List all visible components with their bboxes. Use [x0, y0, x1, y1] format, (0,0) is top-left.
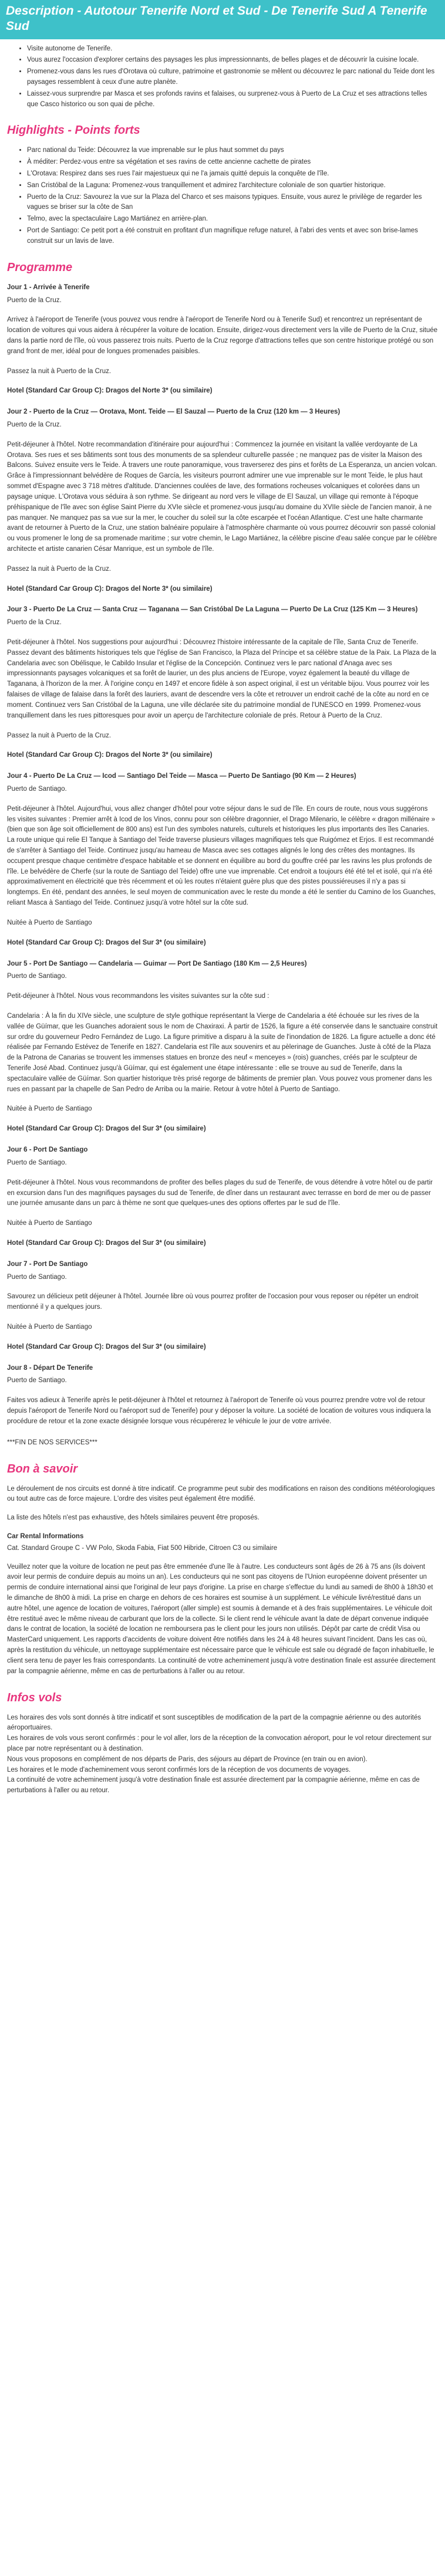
program	[7, 283, 438, 1427]
day-paragraph: Petit-déjeuner à l'hôtel. Nous vous recommandons de profiter des belles plages du sud de Tenerife, de vous détendre à votre hôtel ou de partir en excursion dans l'un des magnifiques paysages du sud de Tenerife, de dîner dans un restaurant avec terrasse en bord de mer ou de passer une journée amusante dans un parc à thème ne sont que quelques-unes des options offertes par le sud de l'île.	[7, 1179, 433, 1207]
day-body	[7, 991, 438, 1115]
day-place: Puerto de la Cruz.	[7, 421, 62, 428]
day-title: Jour 4 - Puerto De La Cruz — Icod — Santiago Del Teide — Masca — Puerto De Santiago (90 Km — 2 Heures)	[7, 773, 356, 780]
car-rental-info: Cat. Standard Groupe C - VW Polo, Skoda Fabia, Fiat 500 Hibride, Citroen C3 ou similaire	[7, 1544, 278, 1552]
program-day	[7, 407, 438, 594]
good-to-know-block	[7, 1484, 438, 1524]
program-day	[7, 605, 438, 761]
day-title: Jour 6 - Port De Santiago	[7, 1146, 88, 1154]
day-title: Jour 3 - Puerto De La Cruz — Santa Cruz — Taganana — San Cristóbal De La Laguna — Puerto De La Cruz (125 Km — 3 Heures)	[7, 606, 418, 614]
day-paragraph: Petit-déjeuner à l'hôtel. Nous vous recommandons les visites suivantes sur la côte sud :	[7, 993, 269, 1000]
car-rental-heading: Car Rental Informations	[7, 1532, 84, 1540]
description-item: • Laissez-vous surprendre par Masca et ses profonds ravins et falaises, ou surprenez-vous à Puerto de La Cruz et ses attractions telles que Casco historico ou son quai de pêche.	[27, 89, 438, 110]
day-paragraph: Savourez un délicieux petit déjeuner à l'hôtel. Journée libre où vous pourrez profiter de l'occasion pour vous reposer ou répéter un endroit mentionné il y a quelques jours.	[7, 1293, 419, 1311]
day-body	[7, 1292, 438, 1332]
day-hotel: Hotel (Standard Car Group C): Dragos del Norte 3* (ou similaire)	[7, 387, 213, 395]
day-paragraph: Petit-déjeuner à l'hôtel. Notre recommandation d'itinéraire pour aujourd'hui : Commencez la journée en visitant la vallée verdoyante de La Orotava. Ses rues et ses bâtiments sont tous des monuments de sa splendeur culturelle passée ; ne manquez pas de visiter la Maison des Balcons. Suivez ensuite vers le Teide. À travers une route panoramique, vous traverserez des pins et forêts de La Esperanza, un ancien volcan. Grâce à l'impressionnant belvédère de Roques de García, les visiteurs pourront admirer une vue imprenable sur le mont Teide, le plus haut sommet d'Espagne avec 3 718 mètres d'altitude. D'anciennes coulées de lave, des formations rocheuses volcaniques et colorées dans un paysage unique. L'Orotava vous séduira à son rythme. Se dirigeant au nord vers le village de El Sauzal, un village qui remonte à l'époque préhispanique de l'île avec son église Saint Pierre du XVIe siècle et promenez-vous jusqu'au domaine du XVIIe siècle de l'ancien manoir, à ne pas manquer. Ne manquez pas sa vue sur la mer, le coucher du soleil sur la côte escarpée et l'océan Atlantique. C'est une halte charmante avant de retourner à Puerto de la Cruz, une station balnéaire populaire à l'atmosphère charmante où vous pourrez découvrir son passé colonial ou vous promener le long de sa promenade maritime ; sur votre chemin, le Lago Martiánez, la célèbre piscine d'eau salée conçue par le célèbre architecte et artiste canarien César Manrique, est un symbole de l'île.	[7, 441, 437, 553]
good-to-know-paragraph: La liste des hôtels n'est pas exhaustive, des hôtels similaires peuvent être proposés.	[7, 1514, 259, 1522]
day-place: Puerto de la Cruz.	[7, 619, 62, 627]
day-paragraph: Nuitée à Puerto de Santiago	[7, 919, 92, 926]
good-to-know-heading: Bon à savoir	[7, 1462, 78, 1475]
description-item: • Promenez-vous dans les rues d'Orotava où culture, patrimoine et gastronomie se mêlent ou découvrez le parc national du Teide dont les paysages ressemblent à ceux d'une autre planète.	[27, 67, 438, 88]
day-hotel: Hotel (Standard Car Group C): Dragos del Norte 3* (ou similaire)	[7, 752, 213, 759]
day-place: Puerto de la Cruz.	[7, 296, 62, 304]
day-title: Jour 8 - Départ De Tenerife	[7, 1364, 93, 1372]
program-day	[7, 1145, 438, 1249]
program-day	[7, 283, 438, 397]
highlight-item: • L'Orotava: Respirez dans ses rues l'air majestueux qui ne l'a jamais quitté depuis la conquête de l'île.	[27, 169, 438, 180]
day-body	[7, 440, 438, 575]
program-day	[7, 959, 438, 1135]
day-title: Jour 1 - Arrivée à Tenerife	[7, 283, 90, 291]
flights-paragraph: Les horaires de vols vous seront confirmés : pour le vol aller, lors de la réception de la convocation aéroport, pour le vol retour directement sur place par notre représentant ou à destination.	[7, 1735, 431, 1752]
car-rental-block	[7, 1532, 438, 1677]
end-services-text: ***FIN DE NOS SERVICES***	[7, 1438, 97, 1446]
day-paragraph: Passez la nuit à Puerto de la Cruz.	[7, 565, 112, 573]
day-body	[7, 804, 438, 929]
day-hotel: Hotel (Standard Car Group C): Dragos del Norte 3* (ou similaire)	[7, 585, 213, 593]
description-item: • Visite autonome de Tenerife.	[27, 44, 438, 55]
program-heading: Programme	[7, 260, 73, 274]
highlights-list	[7, 145, 438, 246]
day-paragraph: Petit-déjeuner à l'hôtel. Aujourd'hui, vous allez changer d'hôtel pour votre séjour dans le sud de l'île. En cours de route, nous vous suggérons les visites suivantes : Premier arrêt à Icod de los Vinos, connu pour son célèbre dragonnier, el Drago Milenario, le célèbre « dragon millénaire » (bien que son âge soit officiellement de 800 ans) est l'un des symboles naturels, culturels et historiques les plus importants des îles Canaries. La route unique qui relie El Tanque à Santiago del Teide traverse plusieurs villages magnifiques tels que Ruigómez et Erjos. Il est recommandé de s'arrêter à Santiago del Teide. Continuez jusqu'au hameau de Masca avec ses cottages alignés le long des crêtes des montagnes. Ils occupent presque chaque centimètre d'espace habitable et se donnent en équilibre au bord du gouffre créé par les ravins les plus profonds de l'île. Le belvédère de Cherfe (sur la route de Santiago del Teide) offre une vue imprenable. Cet endroit a toujours été été tel et isolé, qui n'a été approximativement en électricité que très récemment et où les routes n'étaient guère plus que des pistes poussiéreuses il n'y a pas si longtemps. En été, pendant des années, le seul moyen de communication avec le reste du monde a été le sentier du Camino de los Guanches, reliant Masca à Santiago del Teide. Continuez jusqu'à votre hôtel sur la côte sud.	[7, 805, 436, 907]
content	[0, 44, 445, 1809]
highlights-heading: Highlights - Points forts	[7, 124, 140, 137]
day-place: Puerto de Santiago.	[7, 1377, 67, 1385]
day-hotel: Hotel (Standard Car Group C): Dragos del Sur 3* (ou similaire)	[7, 1125, 206, 1133]
day-title: Jour 7 - Port De Santiago	[7, 1260, 88, 1268]
day-body	[7, 315, 438, 377]
description-item: • Vous aurez l'occasion d'explorer certains des paysages les plus impressionnants, de belles plages et de découvrir la cuisine locale.	[27, 55, 438, 66]
day-body	[7, 1178, 438, 1229]
flights-paragraph: Les horaires et le mode d'acheminement vous seront confirmés lors de la réception de vos documents de voyages.	[7, 1766, 351, 1773]
highlight-item: • Puerto de la Cruz: Savourez la vue sur la Plaza del Charco et ses maisons typiques. Ensuite, vous aurez le privilège de regarder les vagues se briser sur la côte de San	[27, 192, 438, 214]
day-paragraph: Nuitée à Puerto de Santiago	[7, 1323, 92, 1331]
flights-paragraph: La continuité de votre acheminement jusqu'à votre destination finale est assurée directement par la compagnie aérienne, même en cas de perturbations à l'aller ou au retour.	[7, 1776, 420, 1795]
highlight-item: • San Cristóbal de la Laguna: Promenez-vous tranquillement et admirez l'architecture coloniale de son quartier historique.	[27, 181, 438, 191]
day-place: Puerto de Santiago.	[7, 785, 67, 793]
description-list	[7, 44, 438, 110]
day-body	[7, 1396, 438, 1427]
day-hotel: Hotel (Standard Car Group C): Dragos del Sur 3* (ou similaire)	[7, 939, 206, 946]
day-paragraph: Nuitée à Puerto de Santiago	[7, 1105, 92, 1113]
page-title: Description - Autotour Tenerife Nord et Sud - De Tenerife Sud A Tenerife Sud	[0, 0, 445, 39]
program-day	[7, 1363, 438, 1427]
highlight-item: • Telmo, avec la spectaculaire Lago Martiánez en arrière-plan.	[27, 214, 438, 225]
highlight-item: • À méditer: Perdez-vous entre sa végétation et ses ravins de cette ancienne cachette de pirates	[27, 157, 438, 168]
day-paragraph: Passez la nuit à Puerto de la Cruz.	[7, 732, 112, 739]
day-paragraph: Nuitée à Puerto de Santiago	[7, 1220, 92, 1227]
flights-block	[7, 1713, 438, 1797]
highlight-item: • Port de Santiago: Ce petit port a été construit en profitant d'un magnifique refuge naturel, à l'abri des vents et avec son brise-lames construit sur un lavis de lave.	[27, 226, 438, 247]
day-paragraph: Passez la nuit à Puerto de la Cruz.	[7, 367, 112, 375]
flights-paragraph: Nous vous proposons en complément de nos départs de Paris, des séjours au départ de Province (en train ou en avion).	[7, 1755, 368, 1763]
day-paragraph: Faites vos adieux à Tenerife après le petit-déjeuner à l'hôtel et retournez à l'aéroport de Tenerife où vous pourrez prendre votre vol de retour depuis l'aéroport de Tenerife Nord ou l'aéroport sud de Tenerife) pour y déposer la voiture. La société de location de voitures vous indiquera la procédure de retour et la zone exacte désignée lorsque vous récupérerez le véhicule le jour de votre arrivée.	[7, 1397, 431, 1425]
end-services-block	[7, 1438, 438, 1448]
day-title: Jour 2 - Puerto de la Cruz — Orotava, Mont. Teide — El Sauzal — Puerto de la Cruz (120 km — 3 Heures)	[7, 408, 341, 416]
good-to-know-paragraph: Le déroulement de nos circuits est donné à titre indicatif. Ce programme peut subir des modifications en raison des conditions météorologiques ou tout autre cas de force majeure. L'ordre des visites peut également être modifié.	[7, 1485, 435, 1503]
program-day	[7, 1260, 438, 1353]
day-hotel: Hotel (Standard Car Group C): Dragos del Sur 3* (ou similaire)	[7, 1239, 206, 1247]
day-place: Puerto de Santiago.	[7, 1273, 67, 1281]
day-paragraph: Arrivez à l'aéroport de Tenerife (vous pouvez vous rendre à l'aéroport de Tenerife Nord ou à Tenerife Sud) et rencontrez un représentant de location de voitures qui vous aidera à récupérer la voiture de location. Ensuite, dirigez-vous directement vers la ville de Puerto de la Cruz, située dans la partie nord de l'île, où vous passerez trois nuits. Puerto de la Cruz regorge d'attractions telles que son centre historique protégé ou son grand front de mer, idéal pour de longues promenades paisibles.	[7, 316, 438, 355]
flights-heading: Infos vols	[7, 1691, 62, 1704]
day-place: Puerto de Santiago.	[7, 1159, 67, 1166]
day-hotel: Hotel (Standard Car Group C): Dragos del Sur 3* (ou similaire)	[7, 1343, 206, 1350]
flights-paragraph: Les horaires des vols sont donnés à titre indicatif et sont susceptibles de modification de la part de la compagnie aérienne ou des autorités aéroportuaires.	[7, 1714, 422, 1732]
car-rental-paragraph: Veuillez noter que la voiture de location ne peut pas être emmenée d'une île à l'autre. Les conducteurs sont âgés de 26 à 75 ans (ils doivent avoir leur permis de conduire depuis au moins un an). Les conducteurs qui ne sont pas citoyens de l'Union européenne doivent présenter un permis de conduire international ainsi que l'original de leur pays d'origine. La prise en charge s'effectue du lundi au samedi de 8h00 à 18h30 et le dimanche de 8h00 à midi. La prise en charge en dehors de ces horaires est soumise à un supplément. Le véhicule livré/restitué dans un autre hôtel, une agence de location de voitures, l'aéroport (aller simple) est soumis à demande et à des frais supplémentaires. Le véhicule doit être restitué avec le même niveau de carburant que lors de la collecte. Si le client rend le véhicule avant la date de départ convenue indiquée dans le contrat de location, la société de location ne remboursera pas le client pour les jours non utilisés. Dépôt par carte de crédit Visa ou MasterCard uniquement. Les rapports d'accidents de voiture doivent être notifiés dans les 24 à 48 heures suivant l'incident. Dans les cas où, après la restitution du véhicule, un nettoyage supplémentaire est nécessaire parce que le véhicule est sale ou dégradé de façon inhabituelle, le client sera tenu de payer les frais correspondants. La continuité de votre acheminement jusqu'à votre destination finale est assurée directement par la compagnie aérienne, même en cas de perturbations à l'aller ou au retour.	[7, 1563, 436, 1675]
day-place: Puerto de Santiago.	[7, 973, 67, 980]
day-paragraph: Petit-déjeuner à l'hôtel. Nos suggestions pour aujourd'hui : Découvrez l'histoire intéressante de la capitale de l'île, Santa Cruz de Tenerife. Passez devant des bâtiments historiques tels que l'église de San Francisco, la Plaza del Príncipe et sa célèbre statue de la Paix. La Plaza de la Candelaria avec son Obélisque, le Cabildo Insular et l'église de la Concepción. Continuez vers le parc national d'Anaga avec ses impressionnants paysages volcaniques et sa forêt de laurier, un des plus anciens de l'Europe, voyez également la beauté du village de Taganana, à l'horizon de la mer. À l'origine conçu en 1497 et encore fidèle à son aspect original, il est un véritable bijou. Vous pourrez voir les falaises de village de falaise dans la forêt des lauriers, avant de descendre vers la côte et retrouver un endroit caché de la côte au nord en ce moment. Continuez vers San Cristóbal de la Laguna, une ville déclarée site du patrimoine mondial de l'UNESCO en 1999. Promenez-vous tranquillement dans les rues pittoresques pour avoir un aperçu de l'architecture coloniale de prés. Retour à Puerto de la Cruz.	[7, 639, 436, 719]
day-title: Jour 5 - Port De Santiago — Candelaria — Guimar — Port De Santiago (180 Km — 2,5 Heures)	[7, 960, 307, 967]
highlight-item: • Parc national du Teide: Découvrez la vue imprenable sur le plus haut sommet du pays	[27, 145, 438, 156]
day-body	[7, 638, 438, 741]
day-paragraph: Candelaria : À la fin du XIVe siècle, une sculpture de style gothique représentant la Vierge de Candelaria a été échouée sur les rives de la vallée de Güímar, que les Guanches adoraient sous le nom de Chaxiraxi. À partir de 1526, la figure a été conservée dans le sanctuaire construit sur ordre du gouverneur Pedro Fernández de Lugo. La figure primitive a disparu à la suite de l'inondation de 1826. La figure actuelle a donc été réalisée par Fernando Estévez de Tenerife en 1827. Candelaria est l'île aux souvenirs et au pèlerinage de Guanches. Juste à côté de la Plaza de la Patrona de Canarias se trouvent les immenses statues en bronze des neuf « menceyes » (rois) guanches, créés par le sculpteur de Tenerife José Abad. Continuez jusqu'à Güímar, qui est également une étape intéressante : elle se trouve au sud de Tenerife, dans la spectaculaire vallée de Güímar. Son quartier historique très prisé regorge de bâtiments de premier plan. Vous pouvez vous promener dans les rues en passant par la chapelle de San Pedro de Arriba ou la mairie. Retour à votre hôtel à Puerto de Santiago.	[7, 1012, 438, 1093]
program-day	[7, 771, 438, 948]
